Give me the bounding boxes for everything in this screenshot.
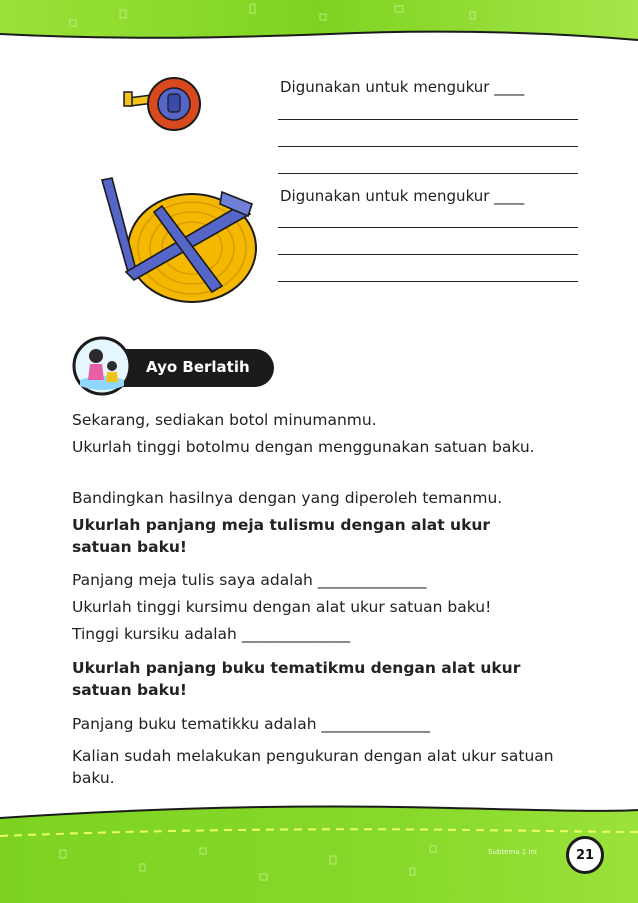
paragraph-5: Panjang meja tulis saya adalah ______________ xyxy=(72,571,427,589)
answer-line-2c[interactable] xyxy=(278,281,578,282)
answer-line-2b[interactable] xyxy=(278,254,578,255)
answer-line-2a[interactable] xyxy=(278,227,578,228)
question-1-prompt: Digunakan untuk mengukur ____ xyxy=(280,78,525,96)
answer-line-1c[interactable] xyxy=(278,173,578,174)
paragraph-4: Ukurlah panjang meja tulismu dengan alat ukur satuan baku! xyxy=(72,516,491,556)
answer-line-1b[interactable] xyxy=(278,146,578,147)
footer-subtitle: Subtema 1 Ini xyxy=(488,848,537,856)
reel-tape-measure-illustration xyxy=(92,176,272,306)
paragraph-8: Ukurlah panjang buku tematikmu dengan alat ukur satuan baku! xyxy=(72,659,521,699)
paragraph-3: Bandingkan hasilnya dengan yang diperoleh temanmu. xyxy=(72,489,503,507)
paragraph-1: Sekarang, sediakan botol minumanmu. xyxy=(72,411,377,429)
question-2-prompt: Digunakan untuk mengukur ____ xyxy=(280,187,525,205)
answer-line-1a[interactable] xyxy=(278,119,578,120)
paragraph-7: Tinggi kursiku adalah ______________ xyxy=(72,625,351,643)
paragraph-2: Ukurlah tinggi botolmu dengan menggunakan satuan baku. xyxy=(72,438,535,456)
paragraph-9: Panjang buku tematikku adalah ______________ xyxy=(72,715,430,733)
section-badge-label: Ayo Berlatih xyxy=(146,358,250,376)
bottom-green-banner xyxy=(0,790,638,903)
top-green-banner xyxy=(0,0,638,60)
small-tape-measure-illustration xyxy=(120,68,210,134)
paragraph-6: Ukurlah tinggi kursimu dengan alat ukur satuan baku! xyxy=(72,598,492,616)
children-measuring-icon xyxy=(72,336,132,396)
paragraph-10: Kalian sudah melakukan pengukuran dengan alat ukur satuan baku. xyxy=(72,747,554,787)
page-number: 21 xyxy=(566,836,604,874)
